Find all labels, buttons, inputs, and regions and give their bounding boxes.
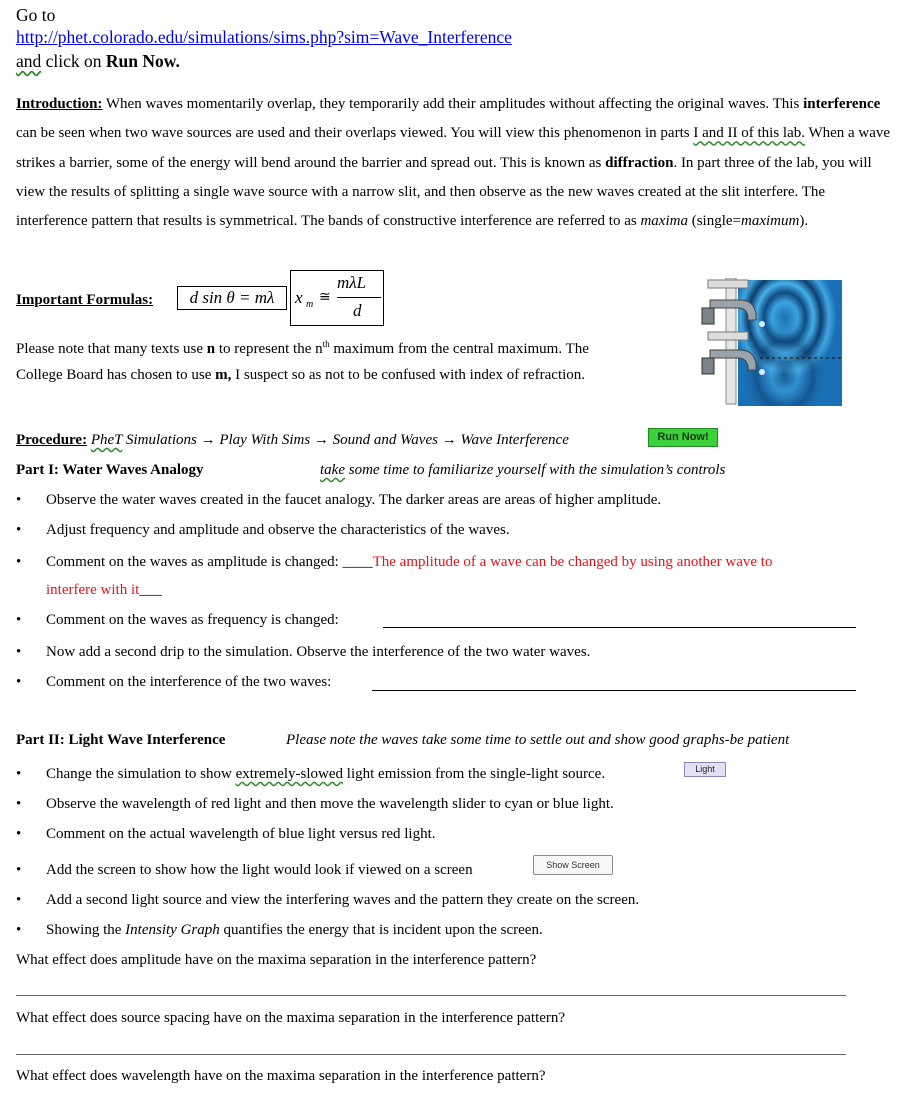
part1-item-3: Comment on the waves as amplitude is changed: ____The amplitude of a wave can be changed by using another wave to [46,554,773,570]
bullet-icon: • [16,796,22,812]
part2-item-4: Add the screen to show how the light would look if viewed on a screen [46,862,473,878]
bullet-icon: • [16,826,22,842]
goto-text: Go to [16,5,56,25]
light-tab-button[interactable]: Light [684,762,726,777]
note-line-1: Please note that many texts use n to represent the $n^{th}$ maximum from the central maximum. The [16,339,589,357]
bullet-icon: • [16,892,22,908]
simulation-link[interactable]: http://phet.colorado.edu/simulations/sims.php?sim=Wave_Interference [16,27,512,47]
bullet-icon: • [16,644,22,660]
part2-title: Part II: Light Wave Interference [16,732,226,748]
part1-item-5: Now add a second drip to the simulation. Observe the interference of the two water waves. [46,644,591,660]
part1-item-6: Comment on the interference of the two waves: [46,674,332,690]
bullet-icon: • [16,612,22,628]
bullet-icon: • [16,492,22,508]
part2-item-6: Showing the Intensity Graph quantifies the energy that is incident upon the screen. [46,922,543,938]
part2-item-1: Change the simulation to show extremely-slowed light emission from the single-light source. [46,766,606,782]
procedure-line: Procedure: PheT Simulations → Play With Sims → Sound and Waves → Wave Interference [16,432,569,448]
note-line-2: College Board has chosen to use m, I suspect so as not to be confused with index of refraction. [16,367,586,383]
part2-item-3: Comment on the actual wavelength of blue light versus red light. [46,826,436,842]
part1-item-3-cont: interfere with it___ [46,582,162,598]
formula-position: x m ≅ mλL d [290,270,384,326]
intro-paragraph: Introduction: When waves momentarily overlap, they temporarily add their amplitudes without affecting the original waves. This interference can be seen when two wave sources are used and their overlaps viewed. You will view this phenomenon in parts I and II of this lab. When a wave strikes a barrier, some of the energy will bend around the barrier and spread out. This is known as diffraction. In part three of the lab, you will view the results of splitting a single wave source with a narrow slit, and then observe as the new waves created at the slit interfere. The interference pattern that results is symmetrical. The bands of constructive interference are referred to as maxima (single=maximum). [16,96,891,230]
question-amplitude: What effect does amplitude have on the maxima separation in the interference pattern? [16,952,537,968]
answer-line-frequency[interactable] [383,627,856,628]
question-wavelength: What effect does wavelength have on the maxima separation in the interference pattern? [16,1068,546,1084]
part2-item-5: Add a second light source and view the interfering waves and the pattern they create on the screen. [46,892,640,908]
formula-diffraction: d sin θ = mλ [177,286,287,310]
formulas-label: Important Formulas: [16,292,154,308]
run-now-button[interactable]: Run Now! [648,428,718,447]
part1-item-2: Adjust frequency and amplitude and observe the characteristics of the waves. [46,522,510,538]
part1-title: Part I: Water Waves Analogy [16,462,204,478]
intro-label: Introduction: [16,96,103,112]
bullet-icon: • [16,862,22,878]
wave-simulation-image [700,278,842,408]
question-spacing: What effect does source spacing have on the maxima separation in the interference pattern? [16,1010,566,1026]
answer-line-q1[interactable] [16,995,846,996]
bullet-icon: • [16,674,22,690]
part1-hint: take some time to familiarize yourself with the simulation’s controls [320,462,726,478]
answer-amplitude[interactable]: The amplitude of a wave can be changed by using another wave to [372,554,773,570]
bullet-icon: • [16,922,22,938]
part1-item-1: Observe the water waves created in the faucet analogy. The darker areas are areas of higher amplitude. [46,492,662,508]
answer-line-interference[interactable] [372,690,856,691]
part1-item-4: Comment on the waves as frequency is changed: [46,612,339,628]
show-screen-button[interactable]: Show Screen [533,855,613,875]
bullet-icon: • [16,522,22,538]
bullet-icon: • [16,554,22,570]
part2-hint: Please note the waves take some time to settle out and show good graphs-be patient [286,732,790,748]
click-instruction: and click on Run Now. [16,51,180,71]
answer-line-q2[interactable] [16,1054,846,1055]
part2-item-2: Observe the wavelength of red light and then move the wavelength slider to cyan or blue light. [46,796,614,812]
bullet-icon: • [16,766,22,782]
